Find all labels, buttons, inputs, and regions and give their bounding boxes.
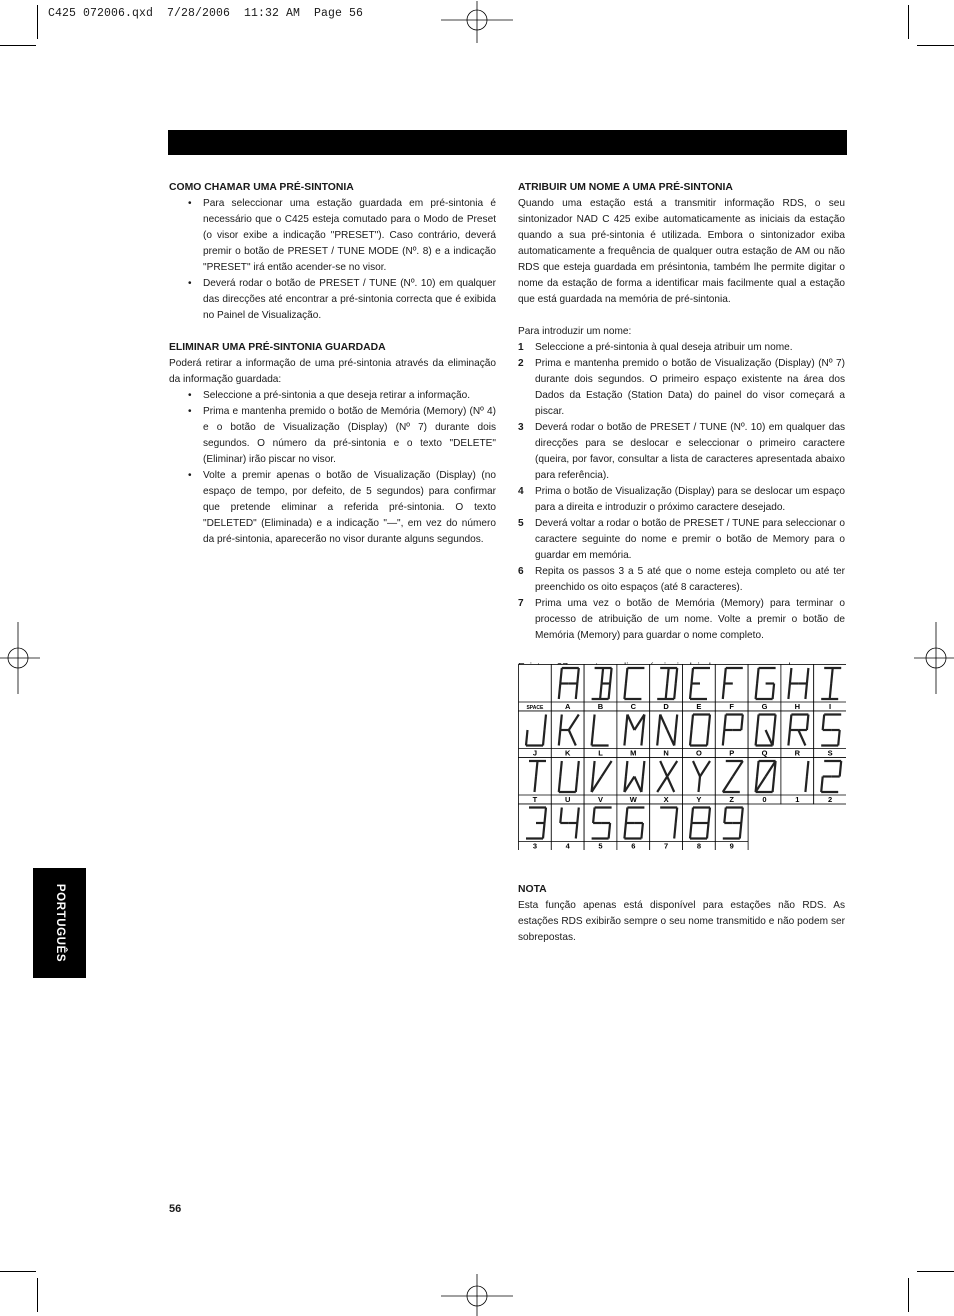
lcd-segment bbox=[756, 684, 758, 700]
character-label: C bbox=[630, 702, 637, 711]
name-preset-steps bbox=[518, 340, 845, 644]
character-label: M bbox=[630, 748, 637, 758]
character-label: D bbox=[663, 702, 669, 711]
step-text: Prima o botão de Visualização (Display) para se deslocar um espaço para a direita e introduzir o próximo caractere desejado. bbox=[535, 486, 845, 513]
lcd-segment bbox=[559, 684, 561, 700]
lcd-segment bbox=[805, 777, 807, 793]
step-number: 6 bbox=[518, 566, 524, 577]
lcd-segment bbox=[643, 761, 645, 777]
character-label: Z bbox=[729, 795, 734, 804]
step-item bbox=[518, 340, 845, 356]
lcd-segment bbox=[709, 808, 711, 824]
crop-mark bbox=[0, 45, 36, 46]
lcd-segment bbox=[790, 668, 792, 684]
character-label: V bbox=[597, 795, 604, 804]
lcd-segment bbox=[559, 730, 561, 746]
crop-mark bbox=[917, 45, 954, 46]
character-label: 3 bbox=[532, 841, 537, 850]
lcd-segment bbox=[641, 823, 643, 839]
lcd-segment bbox=[577, 668, 579, 684]
lcd-segment bbox=[674, 823, 676, 839]
character-label: B bbox=[597, 702, 604, 711]
lcd-segment bbox=[659, 715, 661, 731]
delete-preset-intro: Poderá retirar a informação de uma pré-sintonia através da eliminação da informação guardada: bbox=[169, 358, 496, 385]
character-label: L bbox=[598, 748, 603, 758]
lcd-segment bbox=[707, 823, 709, 839]
language-tab-label: PORTUGUÊS bbox=[53, 883, 66, 963]
lcd-segment bbox=[757, 761, 759, 777]
page-number: 56 bbox=[169, 1203, 182, 1215]
lcd-segment bbox=[545, 808, 547, 824]
lcd-segment bbox=[724, 808, 726, 824]
lcd-segment bbox=[576, 684, 578, 700]
lcd-segment bbox=[576, 823, 578, 839]
crop-mark bbox=[37, 5, 38, 39]
step-text: Prima uma vez o botão de Memória (Memory) para terminar o processo de atribuição de um nome. Volte a premir o botão de Memória (Memory) para guardar o nome completo. bbox=[535, 598, 845, 641]
lcd-segment bbox=[774, 715, 776, 731]
character-label: 8 bbox=[696, 841, 701, 850]
lcd-segment bbox=[709, 715, 711, 731]
lcd-segment bbox=[676, 808, 678, 824]
lcd-segment bbox=[788, 684, 790, 700]
lcd-segment bbox=[692, 715, 694, 731]
character-label: S bbox=[827, 748, 833, 758]
lcd-segment bbox=[600, 684, 602, 700]
lcd-segment bbox=[773, 684, 775, 700]
step-number: 5 bbox=[518, 518, 524, 529]
character-label: W bbox=[629, 795, 637, 804]
lcd-segment bbox=[593, 761, 595, 777]
lcd-segment bbox=[831, 668, 833, 684]
step-item bbox=[518, 596, 845, 644]
lcd-segment bbox=[740, 823, 742, 839]
step-text: Prima e mantenha premido o botão de Visualização (Display) (Nº 7) durante dois segundos. O primeiro espaço existente na área dos Dados da Estação (Station Data) do painel do visor começará a piscar. bbox=[535, 358, 845, 417]
lcd-segment bbox=[690, 823, 692, 839]
step-number: 2 bbox=[518, 358, 524, 369]
list-item: • Para seleccionar uma estação guardada em pré-sintonia é necessário que o C425 esteja comutado para o Modo de Preset (o visor exibe a indicação "PRESET"). Caso contrário, deverá premir o botão de PRESET / TUNE MODE (Nº. 8) e a indicação "PRESET" irá então acender-se no visor. bbox=[169, 196, 496, 276]
lcd-segment bbox=[543, 823, 545, 839]
lcd-segment bbox=[559, 777, 561, 793]
character-label: Y bbox=[696, 795, 702, 804]
step-number: 1 bbox=[518, 342, 524, 353]
name-preset-lead: Para introduzir um nome: bbox=[518, 326, 632, 337]
list-item: • Prima e mantenha premido o botão de Memória (Memory) (Nº 4) e o botão de Visualização (Display) (Nº 7) durante dois segundos. O número da pré-sintonia e o texto "DELETE" (Eliminar) irão piscar no visor. bbox=[169, 404, 496, 468]
character-label: N bbox=[663, 748, 669, 758]
lcd-segment bbox=[788, 730, 790, 746]
lcd-segment bbox=[690, 730, 692, 746]
character-label: 9 bbox=[729, 841, 734, 850]
lcd-segment bbox=[624, 823, 626, 839]
character-table bbox=[518, 664, 846, 850]
lcd-segment bbox=[609, 684, 611, 700]
crop-mark bbox=[908, 1278, 909, 1312]
lcd-segment bbox=[609, 823, 611, 839]
step-number: 3 bbox=[518, 422, 524, 433]
lcd-segment bbox=[807, 668, 809, 684]
character-label: Q bbox=[761, 748, 768, 758]
character-label: G bbox=[761, 702, 768, 711]
lcd-segment bbox=[576, 777, 578, 793]
character-label: K bbox=[564, 748, 571, 758]
character-label: F bbox=[729, 702, 734, 711]
lcd-segment bbox=[535, 777, 537, 793]
lcd-segment bbox=[807, 715, 809, 731]
lcd-segment bbox=[626, 761, 628, 777]
lcd-segment bbox=[723, 730, 725, 746]
lcd-segment bbox=[699, 777, 701, 793]
crop-mark bbox=[0, 1271, 36, 1272]
character-label: 7 bbox=[664, 841, 669, 850]
lcd-segment bbox=[676, 715, 678, 731]
registration-mark-bottom bbox=[441, 1274, 513, 1316]
character-label: 0 bbox=[762, 795, 767, 804]
lcd-segment bbox=[602, 668, 604, 684]
registration-mark-left bbox=[0, 622, 40, 694]
lcd-segment bbox=[674, 684, 676, 700]
step-item bbox=[518, 356, 845, 420]
step-text: Deverá voltar a rodar o botão de PRESET / TUNE para seleccionar o caractere seguinte do nome e premir o botão de Memory para o guardar em memória. bbox=[535, 518, 845, 561]
lcd-segment bbox=[807, 761, 809, 777]
lcd-segment bbox=[560, 668, 562, 684]
lcd-segment bbox=[543, 730, 545, 746]
lcd-segment bbox=[707, 730, 709, 746]
character-label: T bbox=[532, 795, 538, 804]
step-text: Deverá rodar o botão de PRESET / TUNE (Nº. 10) em qualquer das direcções para se deslocar e seleccionar o primeiro caractere (queira, por favor, consultar a lista de caracteres apresentada abaixo para referência). bbox=[535, 422, 845, 481]
lcd-segment bbox=[840, 761, 842, 777]
character-label: X bbox=[663, 795, 669, 804]
lcd-segment bbox=[723, 684, 725, 700]
lcd-segment bbox=[805, 684, 807, 700]
character-label: R bbox=[794, 748, 801, 758]
section-heading-delete-preset: ELIMINAR UMA PRÉ-SINTONIA GUARDADA bbox=[169, 342, 386, 353]
lcd-segment bbox=[667, 668, 669, 684]
lcd-segment bbox=[536, 761, 538, 777]
character-label: SPACE bbox=[526, 705, 544, 711]
lcd-segment bbox=[626, 668, 628, 684]
lcd-segment bbox=[674, 730, 676, 746]
character-label: P bbox=[729, 748, 735, 758]
lcd-segment bbox=[545, 715, 547, 731]
name-preset-intro: Quando uma estação está a transmitir informação RDS, o seu sintonizador NAD C 425 exibe automaticamente as iniciais da estação quando a sua pré-sintonia é utilizada. Embora o sintonizador exiba automaticamente a frequência de qualquer outra estação de AM ou não RDS que esteja guardada em présintonia, também lhe permite digitar o nome da estação de forma a identificar mais facilmente qual a estação que está guardada na memória de pré-sintonia. bbox=[518, 198, 845, 305]
registration-mark-top bbox=[441, 1, 513, 43]
character-label: 5 bbox=[598, 841, 603, 850]
lcd-segment bbox=[757, 715, 759, 731]
header-bar bbox=[168, 130, 847, 155]
language-tab bbox=[33, 868, 86, 978]
lcd-segment bbox=[741, 715, 743, 731]
print-slug: C425 072006.qxd 7/28/2006 11:32 AM Page 56 bbox=[48, 7, 364, 20]
step-number: 4 bbox=[518, 486, 524, 497]
lcd-segment bbox=[560, 761, 562, 777]
lcd-segment bbox=[676, 668, 678, 684]
character-label: U bbox=[564, 795, 571, 804]
lcd-segment bbox=[593, 715, 595, 731]
lcd-segment bbox=[526, 730, 528, 746]
lcd-segment bbox=[823, 715, 825, 731]
step-item bbox=[518, 564, 845, 596]
crop-mark bbox=[908, 5, 909, 39]
lcd-segment bbox=[610, 668, 612, 684]
lcd-segment bbox=[624, 730, 626, 746]
lcd-segment bbox=[577, 808, 579, 824]
lcd-segment bbox=[692, 668, 694, 684]
character-label: 4 bbox=[565, 841, 570, 850]
step-text: Seleccione a pré-sintonia à qual deseja atribuir um nome. bbox=[535, 342, 793, 353]
step-item bbox=[518, 420, 845, 484]
lcd-segment bbox=[560, 808, 562, 824]
lcd-segment bbox=[560, 715, 562, 731]
lcd-segment bbox=[757, 668, 759, 684]
character-label: I bbox=[829, 702, 832, 711]
crop-mark bbox=[917, 1271, 954, 1272]
section-heading-name-preset: ATRIBUIR UM NOME A UMA PRÉ-SINTONIA bbox=[518, 182, 733, 193]
character-label: H bbox=[794, 702, 801, 711]
note-heading: NOTA bbox=[518, 884, 547, 895]
character-label: J bbox=[532, 748, 537, 758]
character-label: A bbox=[564, 702, 571, 711]
lcd-segment bbox=[666, 684, 668, 700]
delete-preset-list bbox=[169, 388, 496, 548]
lcd-segment bbox=[838, 730, 840, 746]
recall-preset-list bbox=[169, 196, 496, 324]
registration-mark-right bbox=[914, 622, 954, 694]
character-label: 2 bbox=[828, 795, 833, 804]
step-text: Repita os passos 3 a 5 até que o nome esteja completo ou até ter preenchido os oito espaços (até 8 caracteres). bbox=[535, 566, 845, 593]
character-label: 1 bbox=[795, 795, 800, 804]
lcd-segment bbox=[577, 761, 579, 777]
step-number: 7 bbox=[518, 598, 524, 609]
note-block bbox=[518, 882, 845, 946]
lcd-segment bbox=[724, 668, 726, 684]
lcd-segment bbox=[657, 730, 659, 746]
character-label: E bbox=[696, 702, 702, 711]
lcd-segment bbox=[626, 808, 628, 824]
step-item bbox=[518, 484, 845, 516]
left-column bbox=[169, 180, 496, 548]
lcd-segment bbox=[724, 715, 726, 731]
lcd-segment bbox=[592, 730, 594, 746]
note-text: Esta função apenas está disponível para estações não RDS. As estações RDS exibirão sempre o seu nome transmitido e não podem ser sobrepostas. bbox=[518, 900, 845, 943]
lcd-segment bbox=[641, 730, 643, 746]
lcd-segment bbox=[741, 808, 743, 824]
character-label: O bbox=[695, 748, 702, 758]
character-label: 6 bbox=[631, 841, 636, 850]
lcd-segment bbox=[624, 684, 626, 700]
list-item: • Deverá rodar o botão de PRESET / TUNE (Nº. 10) em qualquer das direcções até encontrar a pré-sintonia correcta que é exibida no Painel de Visualização. bbox=[169, 276, 496, 324]
list-item: • Volte a premir apenas o botão de Visualização (Display) (no espaço de tempo, por defeito, de 5 segundos) para confirmar que pretende eliminar a referida pré-sintonia. O texto "DELETED" (Eliminada) e a indicação "—", em vez do número da pré-sintonia, aparecerão no visor durante alguns segundos. bbox=[169, 468, 496, 548]
right-column bbox=[518, 180, 845, 676]
lcd-segment bbox=[690, 684, 692, 700]
step-item bbox=[518, 516, 845, 564]
lcd-segment bbox=[626, 715, 628, 731]
crop-mark bbox=[37, 1278, 38, 1312]
lcd-segment bbox=[821, 777, 823, 793]
section-heading-recall-preset: COMO CHAMAR UMA PRÉ-SINTONIA bbox=[169, 182, 354, 193]
lcd-segment bbox=[692, 808, 694, 824]
lcd-segment bbox=[756, 730, 758, 746]
lcd-segment bbox=[830, 684, 832, 700]
lcd-segment bbox=[790, 715, 792, 731]
lcd-segment bbox=[773, 730, 775, 746]
lcd-segment bbox=[593, 808, 595, 824]
character-table-grid bbox=[518, 664, 846, 850]
lcd-segment bbox=[641, 777, 643, 793]
lcd-segment bbox=[773, 777, 775, 793]
list-item: • Seleccione a pré-sintonia a que deseja retirar a informação. bbox=[169, 388, 496, 404]
